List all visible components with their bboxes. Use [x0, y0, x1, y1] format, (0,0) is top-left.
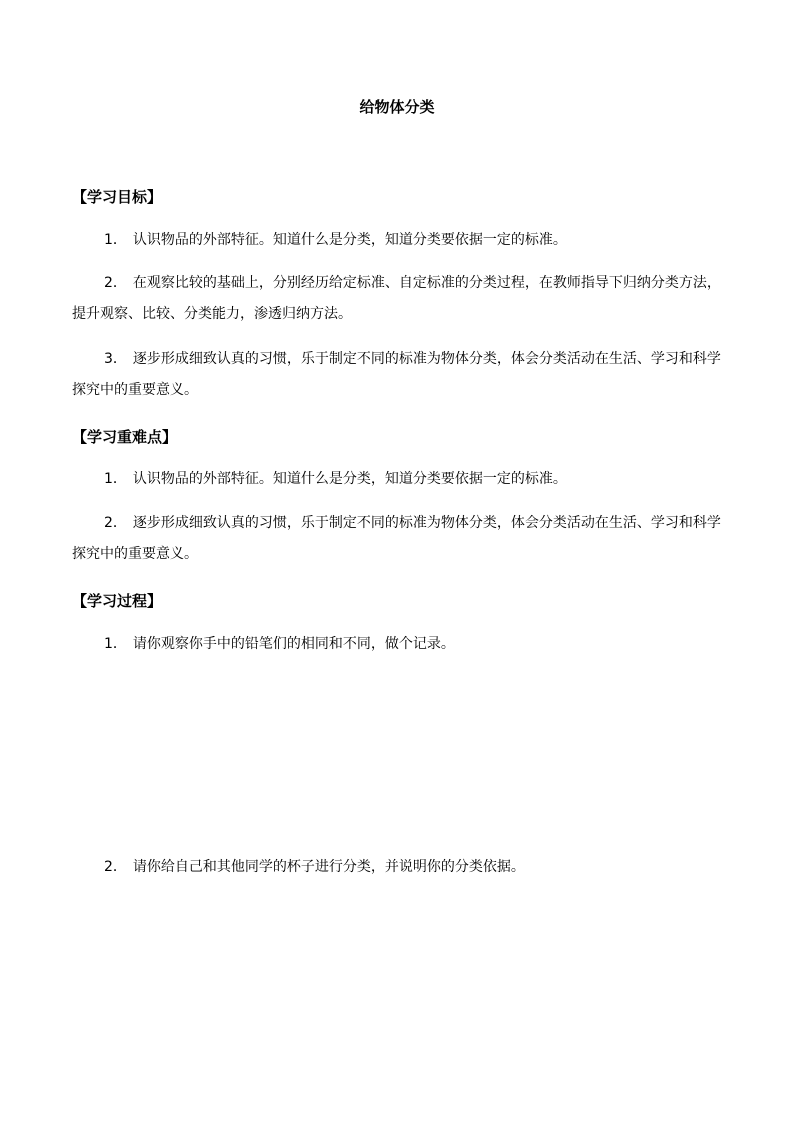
- item-text: 逐步形成细致认真的习惯，乐于制定不同的标准为物体分类，体会分类活动在生活、学习和科学探究中的重要意义。: [72, 351, 721, 398]
- key-point-item-2: [72, 508, 726, 570]
- document-title: 给物体分类: [359, 98, 435, 116]
- item-number: 2．: [104, 515, 127, 531]
- item-number: 1．: [104, 636, 127, 652]
- section-heading-key-points: 【学习重难点】: [72, 428, 178, 446]
- item-text: 认识物品的外部特征。知道什么是分类，知道分类要依据一定的标准。: [132, 232, 567, 248]
- item-number: 1．: [104, 232, 127, 248]
- item-number: 3．: [104, 351, 127, 367]
- goal-item-3: [72, 344, 726, 406]
- section-heading-goals: 【学习目标】: [72, 188, 163, 206]
- process-item-1: [72, 629, 726, 660]
- section-heading-process: 【学习过程】: [72, 592, 163, 610]
- item-number: 1．: [104, 471, 127, 487]
- goal-item-1: [72, 225, 726, 256]
- item-text: 认识物品的外部特征。知道什么是分类，知道分类要依据一定的标准。: [132, 471, 567, 487]
- process-item-2: [72, 852, 726, 883]
- item-text: 请你给自己和其他同学的杯子进行分类，并说明你的分类依据。: [132, 859, 525, 875]
- item-number: 2．: [104, 859, 127, 875]
- goal-item-2: [72, 268, 726, 330]
- item-number: 2．: [104, 275, 127, 291]
- item-text: 在观察比较的基础上，分别经历给定标准、自定标准的分类过程，在教师指导下归纳分类方法，提升观察、比较、分类能力，渗透归纳方法。: [72, 275, 721, 322]
- item-text: 请你观察你手中的铅笔们的相同和不同，做个记录。: [132, 636, 455, 652]
- item-text: 逐步形成细致认真的习惯，乐于制定不同的标准为物体分类，体会分类活动在生活、学习和科学探究中的重要意义。: [72, 515, 721, 562]
- key-point-item-1: [72, 464, 726, 495]
